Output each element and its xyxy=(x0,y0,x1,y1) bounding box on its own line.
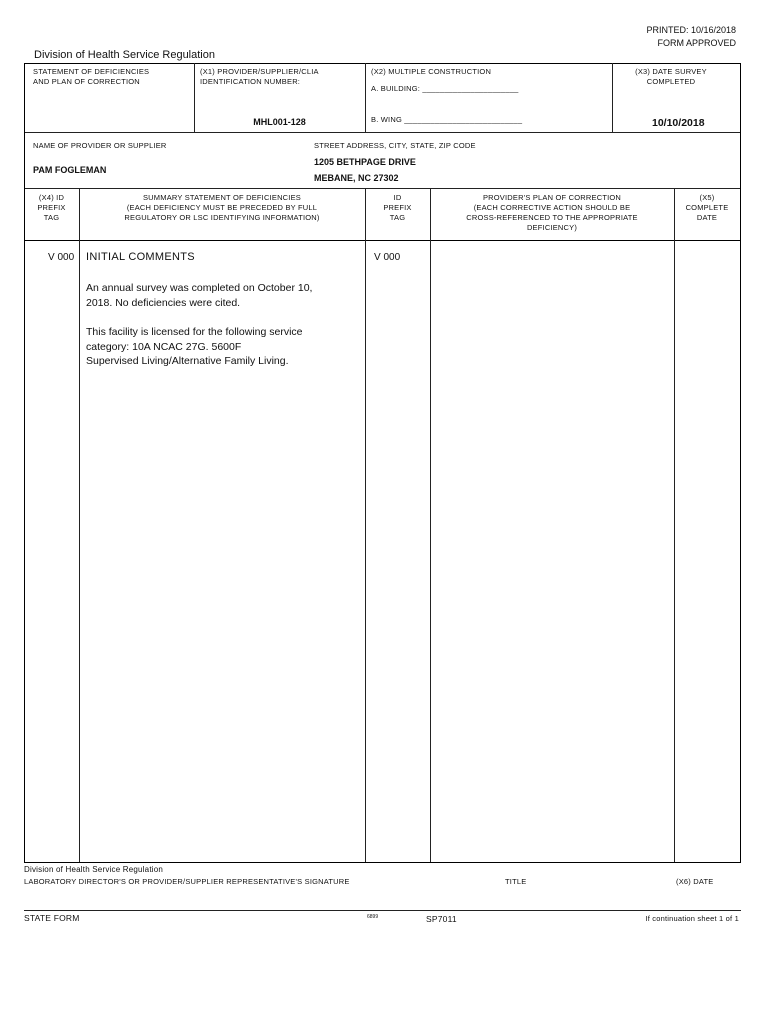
x2-building: A. BUILDING: ______________________ xyxy=(371,84,519,93)
signature-label: LABORATORY DIRECTOR'S OR PROVIDER/SUPPLIER REPRESENTATIVE'S SIGNATURE xyxy=(24,877,350,886)
division-title: Division of Health Service Regulation xyxy=(34,49,215,61)
entry-paragraph-1: An annual survey was completed on October 10, 2018. No deficiencies were cited. xyxy=(86,282,313,309)
x3-label: (X3) DATE SURVEY COMPLETED xyxy=(635,67,707,86)
x1-label: (X1) PROVIDER/SUPPLIER/CLIA IDENTIFICATION NUMBER: xyxy=(200,67,319,86)
entry-paragraph-2: This facility is licensed for the following service category: 10A NCAC 27G. 5600F Supervised Living/Alternative Family Living. xyxy=(86,326,303,367)
continuation-sheet: If continuation sheet 1 of 1 xyxy=(645,914,739,923)
summary-header: SUMMARY STATEMENT OF DEFICIENCIES (EACH DEFICIENCY MUST BE PRECEDED BY FULL REGULATORY OR LSC IDENTIFYING INFORMATION) xyxy=(124,193,320,222)
id-prefix-header: ID PREFIX TAG xyxy=(383,193,412,222)
provider-label: NAME OF PROVIDER OR SUPPLIER xyxy=(33,141,167,150)
tag-right: V 000 xyxy=(374,252,401,263)
x4-header: (X4) ID PREFIX TAG xyxy=(37,193,66,222)
sp-code: SP7011 xyxy=(426,914,457,924)
provider-name: PAM FOGLEMAN xyxy=(33,165,107,175)
tag-left: V 000 xyxy=(48,252,75,263)
x3-value: 10/10/2018 xyxy=(652,117,705,129)
x5-header: (X5) COMPLETE DATE xyxy=(685,193,729,222)
plan-header: PROVIDER'S PLAN OF CORRECTION (EACH CORRECTIVE ACTION SHOULD BE CROSS-REFERENCED TO THE APPROPRIATE DEFICIENCY) xyxy=(466,193,638,232)
x6-date-label: (X6) DATE xyxy=(676,877,714,886)
form-code: 6899 xyxy=(367,914,379,920)
entry-heading: INITIAL COMMENTS xyxy=(86,251,195,263)
address-line2: MEBANE, NC 27302 xyxy=(314,173,399,183)
statement-label: STATEMENT OF DEFICIENCIES AND PLAN OF CORRECTION xyxy=(33,67,150,86)
form-approved: FORM APPROVED xyxy=(657,38,736,48)
x2-label: (X2) MULTIPLE CONSTRUCTION xyxy=(371,67,492,76)
title-label: TITLE xyxy=(505,877,527,886)
footer-division: Division of Health Service Regulation xyxy=(24,865,164,874)
state-form-label: STATE FORM xyxy=(24,913,80,923)
printed-date: PRINTED: 10/16/2018 xyxy=(646,25,736,35)
x2-wing: B. WING ___________________________ xyxy=(371,115,523,124)
address-line1: 1205 BETHPAGE DRIVE xyxy=(314,157,416,167)
x1-value: MHL001-128 xyxy=(253,117,306,127)
address-label: STREET ADDRESS, CITY, STATE, ZIP CODE xyxy=(314,141,476,150)
